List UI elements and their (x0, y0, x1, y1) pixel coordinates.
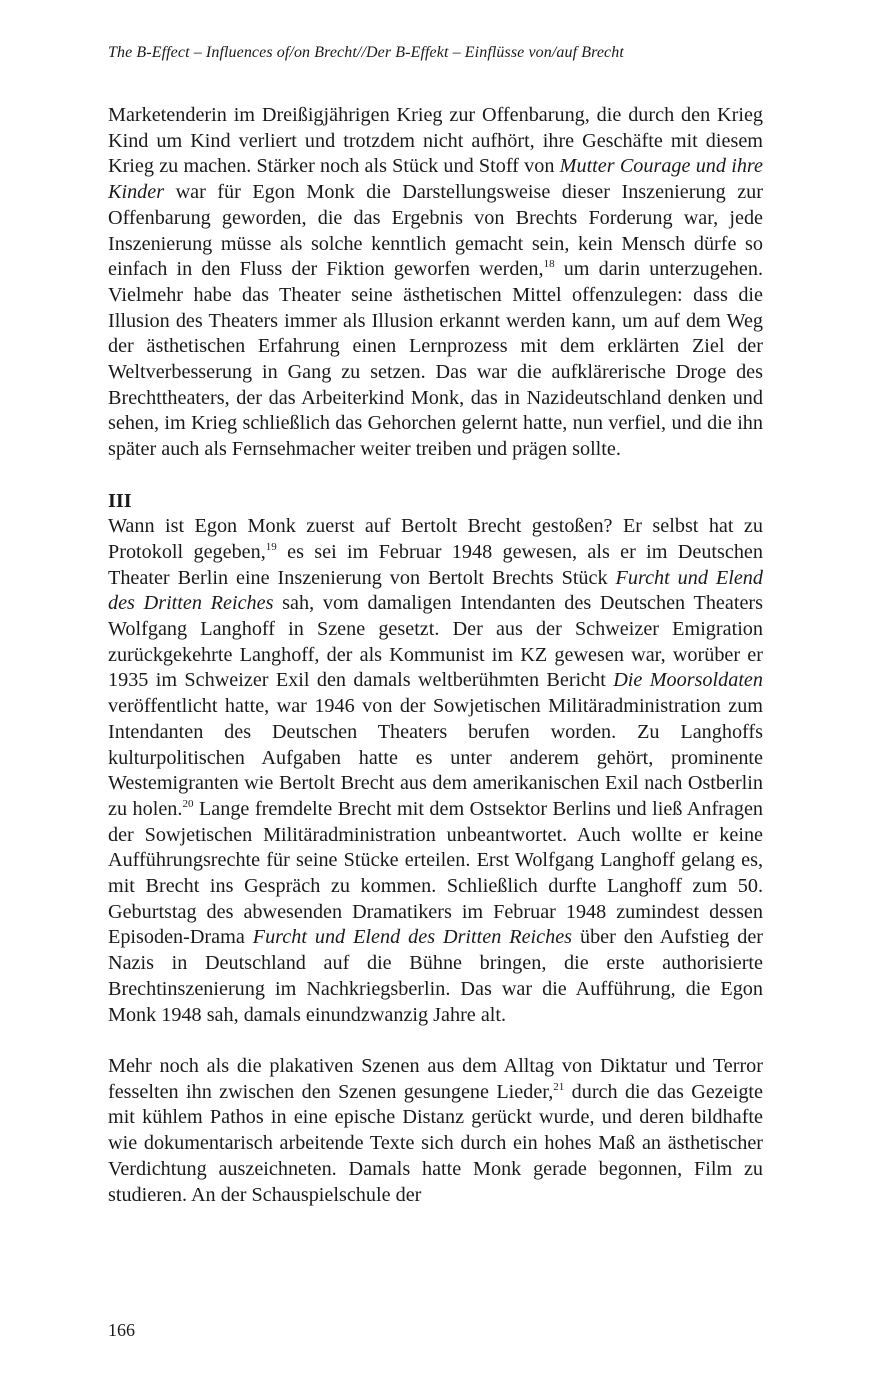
page-number: 166 (108, 1320, 135, 1340)
paragraph-songs (108, 1054, 763, 1208)
text-run: durch die das Gezeigte mit kühlem Pathos in eine epische Distanz gerückt wurde, und deren bildhafte wie dokumentarisch arbeitende Texte sich durch ein hohes Maß an ästhetischer Verdichtung auszeichneten. Damals hatte Monk gerade begonnen, Film zu studieren. An der Schauspielschule der (108, 1080, 763, 1206)
running-header: The B-Effect – Influences of/on Brecht//Der B-Effekt – Einflüsse von/auf Brecht (108, 44, 624, 61)
footnote-ref[interactable]: 21 (553, 1080, 565, 1093)
text-run: war für Egon Monk die Darstellungsweise dieser Inszenierung zur Offenbarung geworden, die das Ergebnis von Brechts Forderung war, jede Inszenierung müsse als solche kenntlich gemacht sein, kein Mensch dürfe so einfach in den Fluss der Fiktion geworfen werden, (108, 181, 763, 281)
work-title: Furcht und Elend des Dritten Reiches (252, 926, 573, 949)
text-run: um darin unterzugehen. Vielmehr habe das Theater seine ästhetischen Mittel offenzulegen: dass die Illusion des Theaters immer als Illusion erkannt werden kann, um auf dem Weg der ästhetischen Erfahrung einen Lernprozess mit dem erklärten Ziel der Weltverbesserung in Gang zu setzen. Das war die aufklärerische Droge des Brechttheaters, der das Arbeiterkind Monk, das in Nazideutschland denken und sehen, im Krieg schließlich das Gehorchen gelernt hatte, nun verfiel, und die ihn später auch als Fernsehmacher weiter treiben und prägen sollte. (108, 258, 763, 461)
paragraph-spacer (108, 1028, 763, 1054)
text-run: über den Aufstieg der Nazis in Deutschland auf die Bühne bringen, die erste authorisierte Brechtinszenierung im Nachkriegsberlin. Das war die Aufführung, die Egon Monk 1948 sah, damals einundzwanzig Jahre alt. (108, 926, 764, 1026)
footnote-ref[interactable]: 19 (265, 540, 277, 553)
text-run: Mehr noch als die plakativen Szenen aus dem Alltag von Diktatur und Terror fesselten ihn zwischen den Szenen gesungene Lieder, (108, 1054, 763, 1103)
text-run: Marketenderin im Dreißigjährigen Krieg zur Offenbarung, die durch den Krieg Kind um Kind verliert und trotzdem nicht aufhört, ihre Geschäfte mit diesem Krieg zu machen. Stärker noch als Stück und Stoff von (108, 104, 763, 178)
work-title: Die Moorsoldaten (613, 669, 763, 692)
work-title: Furcht und Elend des Dritten Reiches (108, 566, 763, 615)
text-run: es sei im Februar 1948 gewesen, als er im Deutschen Theater Berlin eine Inszenierung von Bertolt Brechts Stück (108, 540, 763, 589)
paragraph-mutter-courage (108, 103, 763, 463)
work-title: Mutter Courage und ihre Kinder (108, 155, 763, 204)
text-run: Wann ist Egon Monk zuerst auf Bertolt Brecht gestoßen? Er selbst hat zu Protokoll gegeben, (108, 515, 763, 563)
page-body (108, 103, 763, 1208)
section-heading: III (108, 489, 132, 512)
text-run: sah, vom damaligen Intendanten des Deutschen Theaters Wolfgang Langhoff in Szene gesetzt. Der aus der Schweizer Emigration zurückgekehrte Langhoff, der als Kommunist im KZ gewesen war, worüber er 1935 im Schweizer Exil den damals weltberühmten Bericht (108, 592, 763, 692)
footnote-ref[interactable]: 18 (543, 258, 555, 271)
text-run: veröffentlicht hatte, war 1946 von der Sowjetischen Militäradministration zum Intendanten des Deutschen Theaters berufen worden. Zu Langhoffs kulturpolitischen Aufgaben hatte es unter anderem gehört, prominente Westemigranten wie Bertolt Brecht aus dem amerikanischen Exil nach Ostberlin zu holen. (108, 695, 763, 820)
text-run: Lange fremdelte Brecht mit dem Ostsektor Berlins und ließ Anfragen der Sowjetischen Militäradministration unbeantwortet. Auch wollte er keine Aufführungsrechte für seine Stücke erteilen. Erst Wolfgang Langhoff gelang es, mit Brecht ins Gespräch zu kommen. Schließlich durfte Langhoff zum 50. Geburtstag des abwesenden Dramatikers im Februar 1948 zumindest dessen Episoden-Drama (108, 797, 764, 949)
paragraph-first-encounter (108, 514, 763, 1028)
footnote-ref[interactable]: 20 (182, 797, 194, 810)
